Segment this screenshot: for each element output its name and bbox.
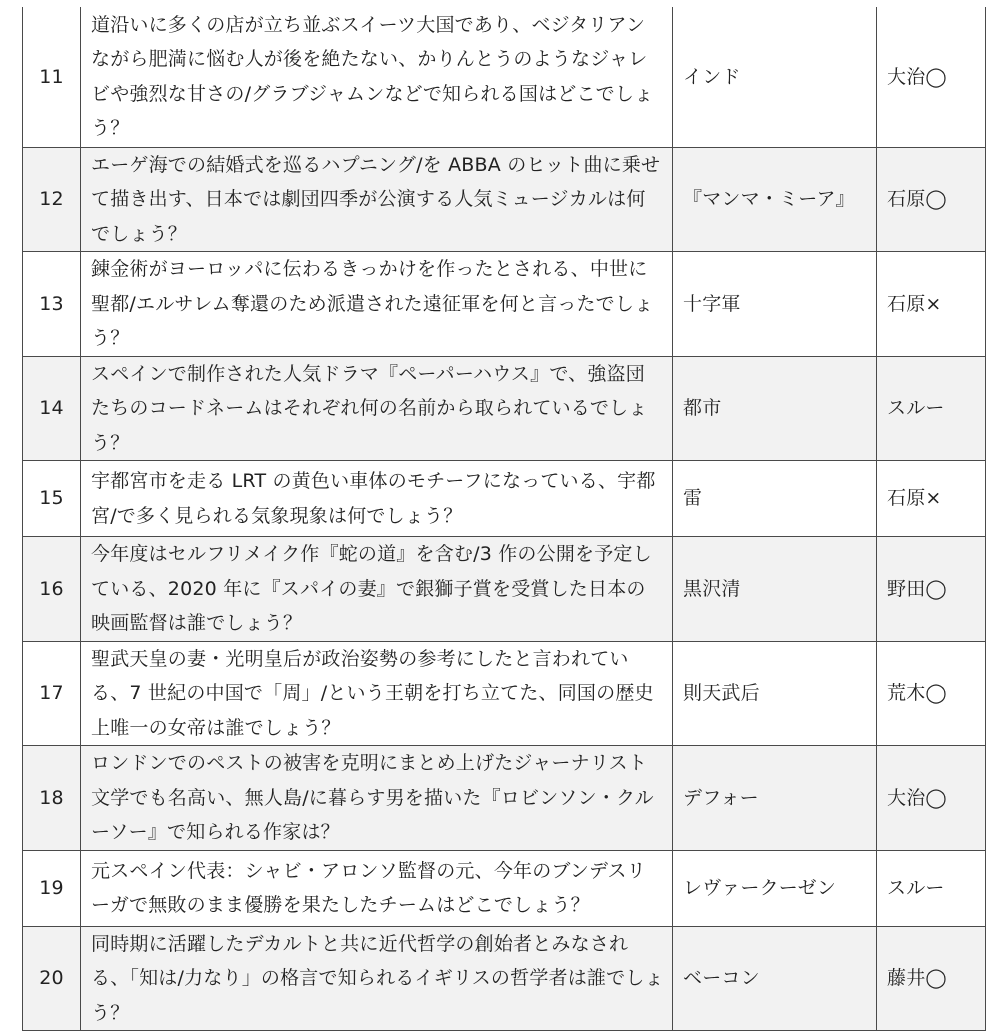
table-row xyxy=(23,356,986,461)
question-text: 今年度はセルフリメイク作『蛇の道』を含む/3 作の公開を予定している、2020 年に『スパイの妻』で銀獅子賞を受賞した日本の映画監督は誰でしょう？ xyxy=(81,537,673,642)
answer-text: ベーコン xyxy=(673,926,877,1031)
answer-text: 都市 xyxy=(673,356,877,461)
question-number: 13 xyxy=(23,252,81,357)
answer-text: 雷 xyxy=(673,461,877,537)
table-row xyxy=(23,746,986,851)
table-row xyxy=(23,252,986,357)
table-row xyxy=(23,147,986,252)
table-row xyxy=(23,461,986,537)
question-number: 18 xyxy=(23,746,81,851)
quiz-table xyxy=(22,7,986,1031)
question-text: 聖武天皇の妻・光明皇后が政治姿勢の参考にしたと言われている、7 世紀の中国で「周」/という王朝を打ち立てた、同国の歴史上唯一の女帝は誰でしょう？ xyxy=(81,641,673,746)
question-number: 17 xyxy=(23,641,81,746)
result-text: 野田◯ xyxy=(877,537,986,642)
question-number: 12 xyxy=(23,147,81,252)
answer-text: デフォー xyxy=(673,746,877,851)
question-text: ロンドンでのペストの被害を克明にまとめ上げたジャーナリスト文学でも名高い、無人島/に暮らす男を描いた『ロビンソン・クルーソー』で知られる作家は？ xyxy=(81,746,673,851)
result-text: 石原× xyxy=(877,461,986,537)
question-number: 20 xyxy=(23,926,81,1031)
question-text: エーゲ海での結婚式を巡るハプニング/を ABBA のヒット曲に乗せて描き出す、日本では劇団四季が公演する人気ミュージカルは何でしょう？ xyxy=(81,147,673,252)
answer-text: 十字軍 xyxy=(673,252,877,357)
question-text: 道沿いに多くの店が立ち並ぶスイーツ大国であり、ベジタリアンながら肥満に悩む人が後を絶たない、かりんとうのようなジャレビや強烈な甘さの/グラブジャムンなどで知られる国はどこでしょう？ xyxy=(81,7,673,147)
result-text: 荒木◯ xyxy=(877,641,986,746)
result-text: 石原◯ xyxy=(877,147,986,252)
answer-text: 『マンマ・ミーア』 xyxy=(673,147,877,252)
question-text: 宇都宮市を走る LRT の黄色い車体のモチーフになっている、宇都宮/で多く見られる気象現象は何でしょう？ xyxy=(81,461,673,537)
question-text: スペインで制作された人気ドラマ『ペーパーハウス』で、強盗団たちのコードネームはそれぞれ何の名前から取られているでしょう？ xyxy=(81,356,673,461)
table-row xyxy=(23,850,986,926)
question-number: 15 xyxy=(23,461,81,537)
result-text: 大治◯ xyxy=(877,746,986,851)
table-row xyxy=(23,7,986,147)
result-text: スルー xyxy=(877,850,986,926)
table-row xyxy=(23,641,986,746)
answer-text: インド xyxy=(673,7,877,147)
answer-text: レヴァークーゼン xyxy=(673,850,877,926)
question-number: 16 xyxy=(23,537,81,642)
question-number: 14 xyxy=(23,356,81,461)
table-row xyxy=(23,926,986,1031)
answer-text: 黒沢清 xyxy=(673,537,877,642)
question-text: 元スペイン代表：シャビ・アロンソ監督の元、今年のブンデスリーガで無敗のまま優勝を果たしたチームはどこでしょう？ xyxy=(81,850,673,926)
table-row xyxy=(23,537,986,642)
result-text: 大治◯ xyxy=(877,7,986,147)
question-text: 錬金術がヨーロッパに伝わるきっかけを作ったとされる、中世に聖都/エルサレム奪還のため派遣された遠征軍を何と言ったでしょう？ xyxy=(81,252,673,357)
result-text: 石原× xyxy=(877,252,986,357)
question-number: 11 xyxy=(23,7,81,147)
question-text: 同時期に活躍したデカルトと共に近代哲学の創始者とみなされる、「知は/力なり」の格言で知られるイギリスの哲学者は誰でしょう？ xyxy=(81,926,673,1031)
question-number: 19 xyxy=(23,850,81,926)
result-text: 藤井◯ xyxy=(877,926,986,1031)
answer-text: 則天武后 xyxy=(673,641,877,746)
result-text: スルー xyxy=(877,356,986,461)
